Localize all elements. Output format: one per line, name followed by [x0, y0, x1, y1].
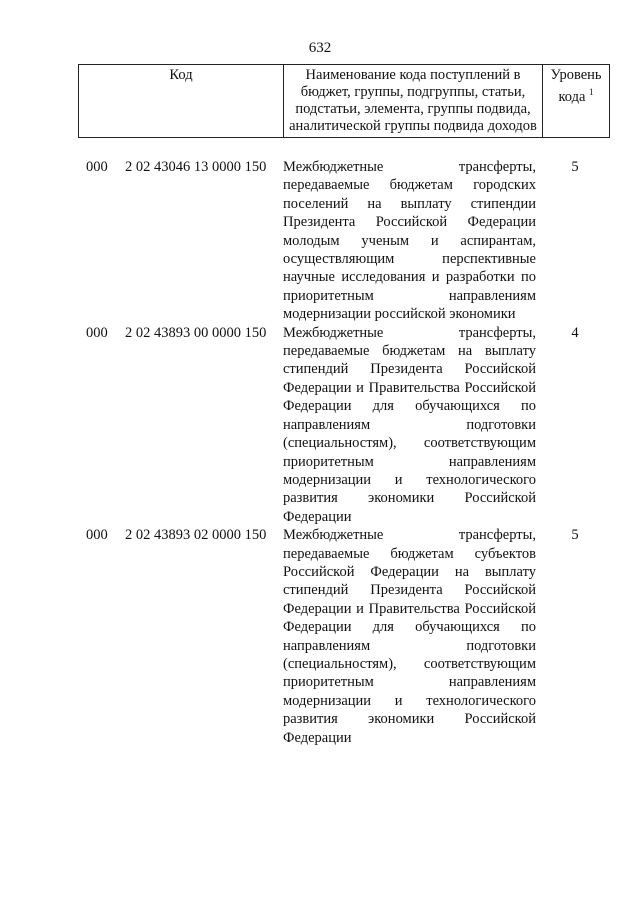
row-prefix: 000 — [86, 159, 108, 175]
row-level: 5 — [571, 159, 579, 175]
row-prefix: 000 — [86, 324, 108, 341]
row-prefix: 000 — [86, 527, 108, 544]
header-level: Уровень кода — [550, 67, 602, 105]
header-code: Код — [79, 65, 284, 138]
header-level-cell — [543, 65, 610, 138]
table-header-row — [79, 65, 610, 138]
page-number: 632 — [308, 40, 332, 56]
row-code: 2 02 43893 02 0000 150 — [125, 527, 267, 544]
row-code: 2 02 43046 13 0000 150 — [125, 159, 267, 175]
row-code: 2 02 43893 00 0000 150 — [125, 324, 267, 341]
row-name: Межбюджетные трансферты, передаваемые бюджетам субъектов Российской Федерации на выплату стипендий Президента Российской Федерации и Правительства Российской Федерации для обучающихся по направлениям подготовки (специальностям), соответствующим приоритетным направлениям модернизации и технологического развития экономики Российской Федерации — [283, 527, 536, 746]
table-header — [78, 64, 610, 138]
table-row — [0, 324, 640, 526]
header-name: Наименование кода поступлений в бюджет, группы, подгруппы, статьи, подстатьи, элемента, группы подвида, аналитической группы подвида доходов — [284, 65, 543, 138]
row-name: Межбюджетные трансферты, передаваемые бюджетам городских поселений на выплату стипендии Президента Российской Федерации молодым ученым и аспирантам, осуществляющим перспективные научные исследования и разработки по приоритетным направлениям модернизации российской экономики — [283, 159, 536, 323]
table-row — [0, 158, 640, 324]
row-level: 4 — [571, 324, 579, 341]
header-level-footnote: 1 — [589, 87, 594, 97]
table-row — [0, 526, 640, 747]
row-name: Межбюджетные трансферты, передаваемые бюджетам на выплату стипендий Президента Российской Федерации и Правительства Российской Федерации для обучающихся по направлениям подготовки (специальностям), соответствующим приоритетным направлениям модернизации и технологического развития экономики Российской Федерации — [283, 324, 536, 525]
row-level: 5 — [571, 527, 579, 544]
table-body — [0, 158, 640, 747]
